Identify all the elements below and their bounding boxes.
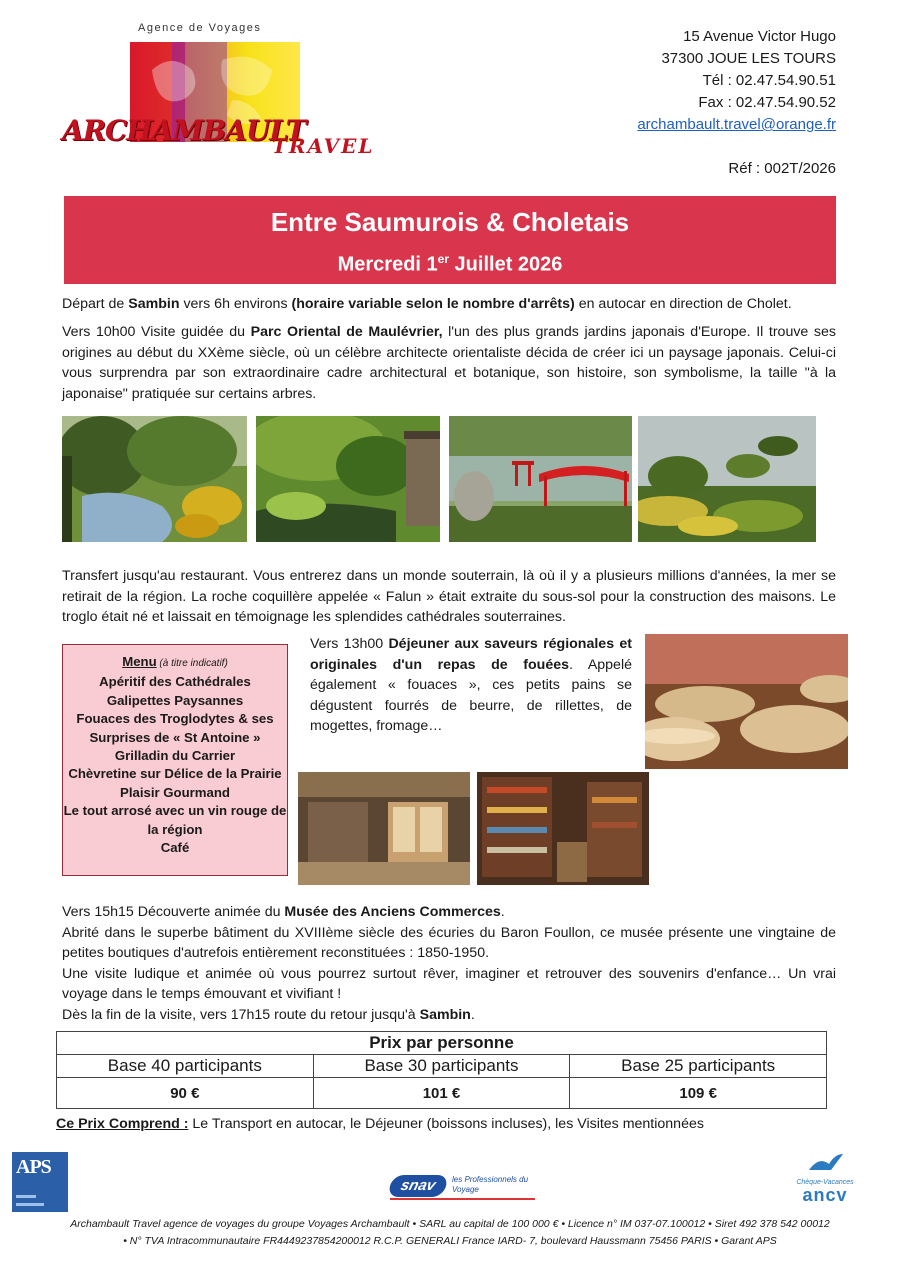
museum-paragraph: [62, 902, 836, 1025]
price-column-label: Base 40 participants: [57, 1055, 314, 1078]
photo-museum-shop: [477, 772, 649, 885]
logo-word-travel: TRAVEL: [272, 134, 375, 158]
price-column-label: Base 25 participants: [570, 1055, 827, 1078]
photo-garden-pond: [62, 416, 247, 542]
menu-item: Le tout arrosé avec un vin rouge de la région: [63, 803, 287, 837]
price-includes: Ce Prix Comprend : Le Transport en autocar, le Déjeuner (boissons incluses), les Visites mentionnées: [56, 1116, 704, 1132]
museum-description: Abrité dans le superbe bâtiment du XVIIIème siècle des écuries du Baron Foullon, ce musée présente une vingtaine de petites boutiques d'autrefois entièrement reconstituées : 1850-1950.: [62, 924, 836, 961]
menu-item: Fouaces des Troglodytes & ses Surprises de « St Antoine »: [76, 711, 274, 745]
email-link[interactable]: archambault.travel@orange.fr: [637, 116, 836, 133]
photo-garden-pavilion: [256, 416, 440, 542]
menu-item: Grilladin du Carrier: [114, 748, 236, 764]
agency-logo: [62, 22, 382, 172]
reference-number: Réf : 002T/2026: [728, 160, 836, 177]
transfer-paragraph: Transfert jusqu'au restaurant. Vous entrerez dans un monde souterrain, là où il y a plusieurs millions d'années, la mer se retirait de la région. La roche coquillère appelée « Falun » était extraite du sous-sol pour la construction des maisons. Le troglo était né et laissait en témoignage les splendides cathédrales souterraines.: [62, 568, 836, 625]
menu-item: Galipettes Paysannes: [106, 692, 244, 708]
lunch-paragraph: Vers 13h00 Déjeuner aux saveurs régionales et originales d'un repas de fouées. Appelé également « fouaces », ces petits pains se dégustent fourrés de beurre, de rillettes, de mogettes, fromage…: [310, 636, 632, 734]
bird-icon: [805, 1152, 845, 1174]
trip-title: Entre Saumurois & Choletais: [270, 207, 630, 237]
price-value: 101 €: [313, 1078, 570, 1109]
ancv-logo: Chèque-Vacances ancv: [786, 1152, 864, 1212]
menu-heading: Menu (à titre indicatif): [122, 654, 228, 669]
snav-logo: snav les Professionnels du Voyage: [390, 1173, 535, 1201]
agency-tagline: Agence de Voyages: [138, 22, 262, 34]
park-visit-paragraph: Vers 10h00 Visite guidée du Parc Oriental de Maulévrier, l'un des plus grands jardins japonais d'Europe. Il trouve ses origines au début du XXème siècle, où un célèbre architecte orientaliste décida de créer ici un paysage japonais. Celui-ci vous surprendra par son extraordinaire cadre architectural et botanique, son histoire, son symbolisme, la taille "à la japonaise" pratiquée sur certains arbres.: [62, 324, 837, 402]
title-banner: [64, 196, 836, 284]
aps-logo: APS: [12, 1152, 68, 1212]
photo-red-bridge: [449, 416, 632, 542]
price-value: 90 €: [57, 1078, 314, 1109]
menu-box: [62, 644, 288, 876]
menu-item: Café: [160, 840, 190, 856]
menu-item: Chèvretine sur Délice de la Prairie: [68, 766, 282, 782]
agency-address: [637, 26, 836, 136]
address-street: 15 Avenue Victor Hugo: [683, 28, 836, 45]
fax-number: Fax : 02.47.54.90.52: [698, 94, 836, 111]
address-city: 37300 JOUE LES TOURS: [661, 50, 836, 67]
menu-item: Apéritif des Cathédrales: [99, 674, 251, 690]
photo-museum-street: [298, 772, 470, 885]
footer-line: • N° TVA Intracommunautaire FR4449237854200012 R.C.P. GENERALI France IARD- 7, boulevard Haussmann 75456 PARIS • Garant APS: [123, 1235, 777, 1247]
legal-footer: [20, 1216, 880, 1250]
departure-paragraph: Départ de Sambin vers 6h environs (horaire variable selon le nombre d'arrêts) en autocar en direction de Cholet.: [62, 296, 792, 312]
museum-visit-text: Une visite ludique et animée où vous pourrez surtout rêver, imaginer et retrouver des souvenirs d'enfance… Un vrai voyage dans le temps émouvant et vivifiant !: [62, 965, 836, 1002]
photo-fouees-bread: [645, 634, 848, 769]
price-column-label: Base 30 participants: [313, 1055, 570, 1078]
return-line: Dès la fin de la visite, vers 17h15 route du retour jusqu'à Sambin.: [62, 1006, 475, 1023]
logo-word-archambault: ARCHAMBAULT: [62, 114, 306, 147]
price-table-title: Prix par personne: [57, 1032, 827, 1055]
museum-line: Vers 15h15 Découverte animée du Musée des Anciens Commerces.: [62, 904, 505, 920]
price-value: 109 €: [570, 1078, 827, 1109]
phone-number: Tél : 02.47.54.90.51: [702, 72, 836, 89]
menu-item: Plaisir Gourmand: [120, 784, 230, 800]
price-table: [56, 1031, 827, 1109]
photo-pruned-trees: [638, 416, 816, 542]
trip-date: Mercredi 1er Juillet 2026: [337, 252, 563, 276]
footer-line: Archambault Travel agence de voyages du groupe Voyages Archambault • SARL au capital de 100 000 € • Licence n° IM 037-07.100012 • Siret 492 378 542 00012: [70, 1218, 830, 1230]
